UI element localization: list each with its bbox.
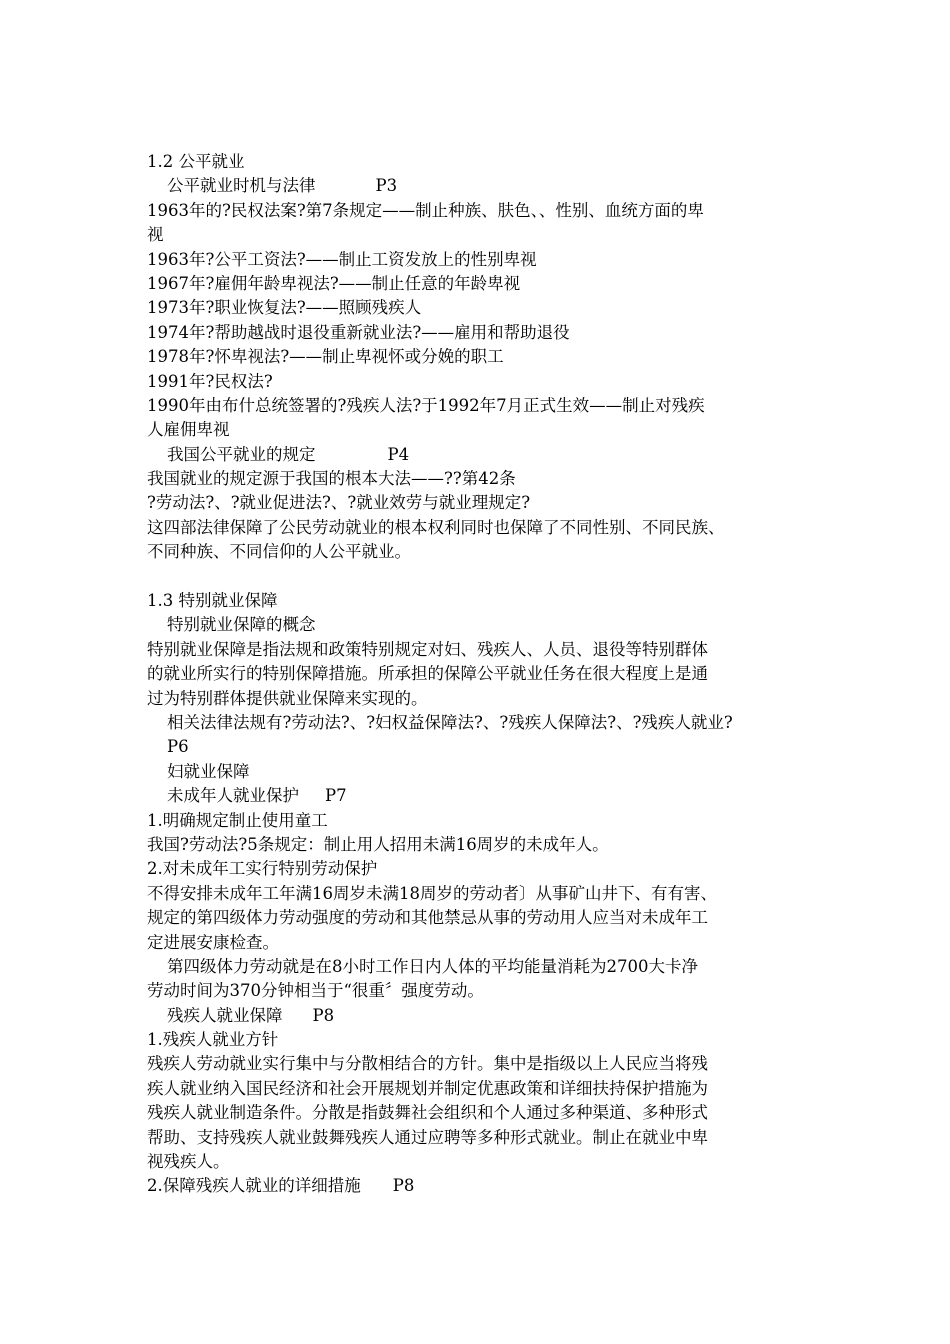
text-line bbox=[147, 1101, 817, 1125]
line-text: 我国?劳动法?5条规定：制止用人招用未满16周岁的未成年人。 bbox=[147, 834, 609, 854]
line-text: 1967年?雇佣年龄卑视法?——制止任意的年龄卑视 bbox=[147, 273, 521, 293]
line-text: 我国公平就业的规定 bbox=[167, 444, 316, 464]
text-line bbox=[147, 1126, 817, 1150]
line-text: 过为特别群体提供就业保障来实现的。 bbox=[147, 688, 428, 708]
page-reference: P7 bbox=[325, 786, 347, 806]
text-line bbox=[147, 931, 817, 955]
text-line bbox=[147, 516, 817, 540]
text-line bbox=[147, 760, 817, 784]
text-line bbox=[147, 857, 817, 881]
text-line bbox=[147, 296, 817, 320]
line-text: 特别就业保障的概念 bbox=[167, 615, 316, 635]
line-text: 1.明确规定制止使用童工 bbox=[147, 810, 328, 830]
text-line bbox=[147, 540, 817, 564]
line-text: 视 bbox=[147, 225, 164, 245]
line-text: 规定的第四级体力劳动强度的劳动和其他禁忌从事的劳动用人应当对未成年工 bbox=[147, 908, 708, 928]
text-line bbox=[147, 613, 817, 637]
line-text: 残疾人就业制造条件。分散是指鼓舞社会组织和个人通过多种渠道、多种形式 bbox=[147, 1103, 708, 1123]
line-text: P6 bbox=[167, 737, 189, 757]
line-text: 1.3 特别就业保障 bbox=[147, 591, 278, 611]
text-line bbox=[147, 589, 817, 613]
line-text: 定进展安康检查。 bbox=[147, 932, 279, 952]
text-line bbox=[147, 906, 817, 930]
line-text: 劳动时间为370分钟相当于“很重〞强度劳动。 bbox=[147, 981, 484, 1001]
text-line bbox=[147, 1077, 817, 1101]
text-line bbox=[147, 272, 817, 296]
text-line bbox=[147, 150, 817, 174]
line-text: 帮助、支持残疾人就业鼓舞残疾人通过应聘等多种形式就业。制止在就业中卑 bbox=[147, 1127, 708, 1147]
line-text: 视残疾人。 bbox=[147, 1152, 230, 1172]
text-line bbox=[147, 833, 817, 857]
line-text: 的就业所实行的特别保障措施。所承担的保障公平就业任务在很大程度上是通 bbox=[147, 664, 708, 684]
text-line bbox=[147, 223, 817, 247]
line-text: 相关法律法规有?劳动法?、?妇权益保障法?、?残疾人保障法?、?残疾人就业? bbox=[167, 712, 733, 732]
text-line bbox=[147, 711, 817, 735]
text-line bbox=[147, 1052, 817, 1076]
text-line bbox=[147, 882, 817, 906]
text-line bbox=[147, 687, 817, 711]
line-text: ?劳动法?、?就业促进法?、?就业效劳与就业理规定? bbox=[147, 493, 531, 513]
document-page bbox=[147, 150, 817, 1199]
page-reference: P4 bbox=[387, 444, 410, 464]
line-text: 残疾人劳动就业实行集中与分散相结合的方针。集中是指级以上人民应当将残 bbox=[147, 1054, 708, 1074]
text-line bbox=[147, 199, 817, 223]
text-line bbox=[147, 467, 817, 491]
text-line bbox=[147, 491, 817, 515]
text-line bbox=[147, 174, 817, 198]
text-line bbox=[147, 1150, 817, 1174]
text-line bbox=[147, 1004, 817, 1028]
line-text: 疾人就业纳入国民经济和社会开展规划并制定优惠政策和详细扶持保护措施为 bbox=[147, 1078, 708, 1098]
text-line bbox=[147, 955, 817, 979]
line-text: 我国就业的规定源于我国的根本大法——??第42条 bbox=[147, 469, 516, 489]
text-line bbox=[147, 1174, 817, 1198]
text-line bbox=[147, 443, 817, 467]
line-text: 不同种族、不同信仰的人公平就业。 bbox=[147, 542, 411, 562]
text-line bbox=[147, 638, 817, 662]
line-text: 1.2 公平就业 bbox=[147, 152, 245, 171]
page-reference: P3 bbox=[375, 176, 398, 196]
text-line bbox=[147, 248, 817, 272]
line-text: 妇就业保障 bbox=[167, 761, 250, 781]
page-reference: P8 bbox=[312, 1005, 335, 1025]
text-line bbox=[147, 418, 817, 442]
text-line bbox=[147, 979, 817, 1003]
line-text: 人雇佣卑视 bbox=[147, 420, 230, 440]
text-line bbox=[147, 662, 817, 686]
line-text: 1963年?公平工资法?——制止工资发放上的性别卑视 bbox=[147, 249, 537, 269]
line-text: 第四级体力劳动就是在8小时工作日内人体的平均能量消耗为2700大卡净 bbox=[167, 956, 698, 976]
text-line bbox=[147, 809, 817, 833]
text-line bbox=[147, 735, 817, 759]
line-text: 残疾人就业保障 bbox=[167, 1005, 283, 1025]
text-line bbox=[147, 1028, 817, 1052]
line-text: 1.残疾人就业方针 bbox=[147, 1030, 279, 1050]
line-text: 特别就业保障是指法规和政策特别规定对妇、残疾人、人员、退役等特别群体 bbox=[147, 639, 708, 659]
line-text: 未成年人就业保护 bbox=[167, 786, 299, 806]
text-line bbox=[147, 321, 817, 345]
line-text: 1974年?帮助越战时退役重新就业法?——雇用和帮助退役 bbox=[147, 322, 570, 342]
line-text: 公平就业时机与法律 bbox=[167, 176, 316, 196]
line-text: 1963年的?民权法案?第7条规定——制止种族、肤色、、性别、血统方面的卑 bbox=[147, 200, 704, 220]
line-text: 2.对未成年工实行特别劳动保护 bbox=[147, 859, 378, 879]
page-reference: P8 bbox=[392, 1176, 415, 1196]
line-text: 1978年?怀卑视法?——制止卑视怀或分娩的职工 bbox=[147, 347, 504, 367]
text-line bbox=[147, 784, 817, 808]
text-line bbox=[147, 394, 817, 418]
text-line bbox=[147, 370, 817, 394]
line-text: 不得安排未成年工年满16周岁未满18周岁的劳动者〕从事矿山井下、有有害、 bbox=[147, 883, 717, 903]
line-text: 2.保障残疾人就业的详细措施 bbox=[147, 1176, 361, 1196]
blank-line bbox=[147, 565, 817, 589]
text-line bbox=[147, 345, 817, 369]
line-text: 1991年?民权法? bbox=[147, 371, 273, 391]
line-text: 1990年由布什总统签署的?残疾人法?于1992年7月正式生效——制止对残疾 bbox=[147, 395, 705, 415]
line-text: 这四部法律保障了公民劳动就业的根本权利同时也保障了不同性别、不同民族、 bbox=[147, 517, 725, 537]
line-text: 1973年?职业恢复法?——照顾残疾人 bbox=[147, 298, 422, 318]
